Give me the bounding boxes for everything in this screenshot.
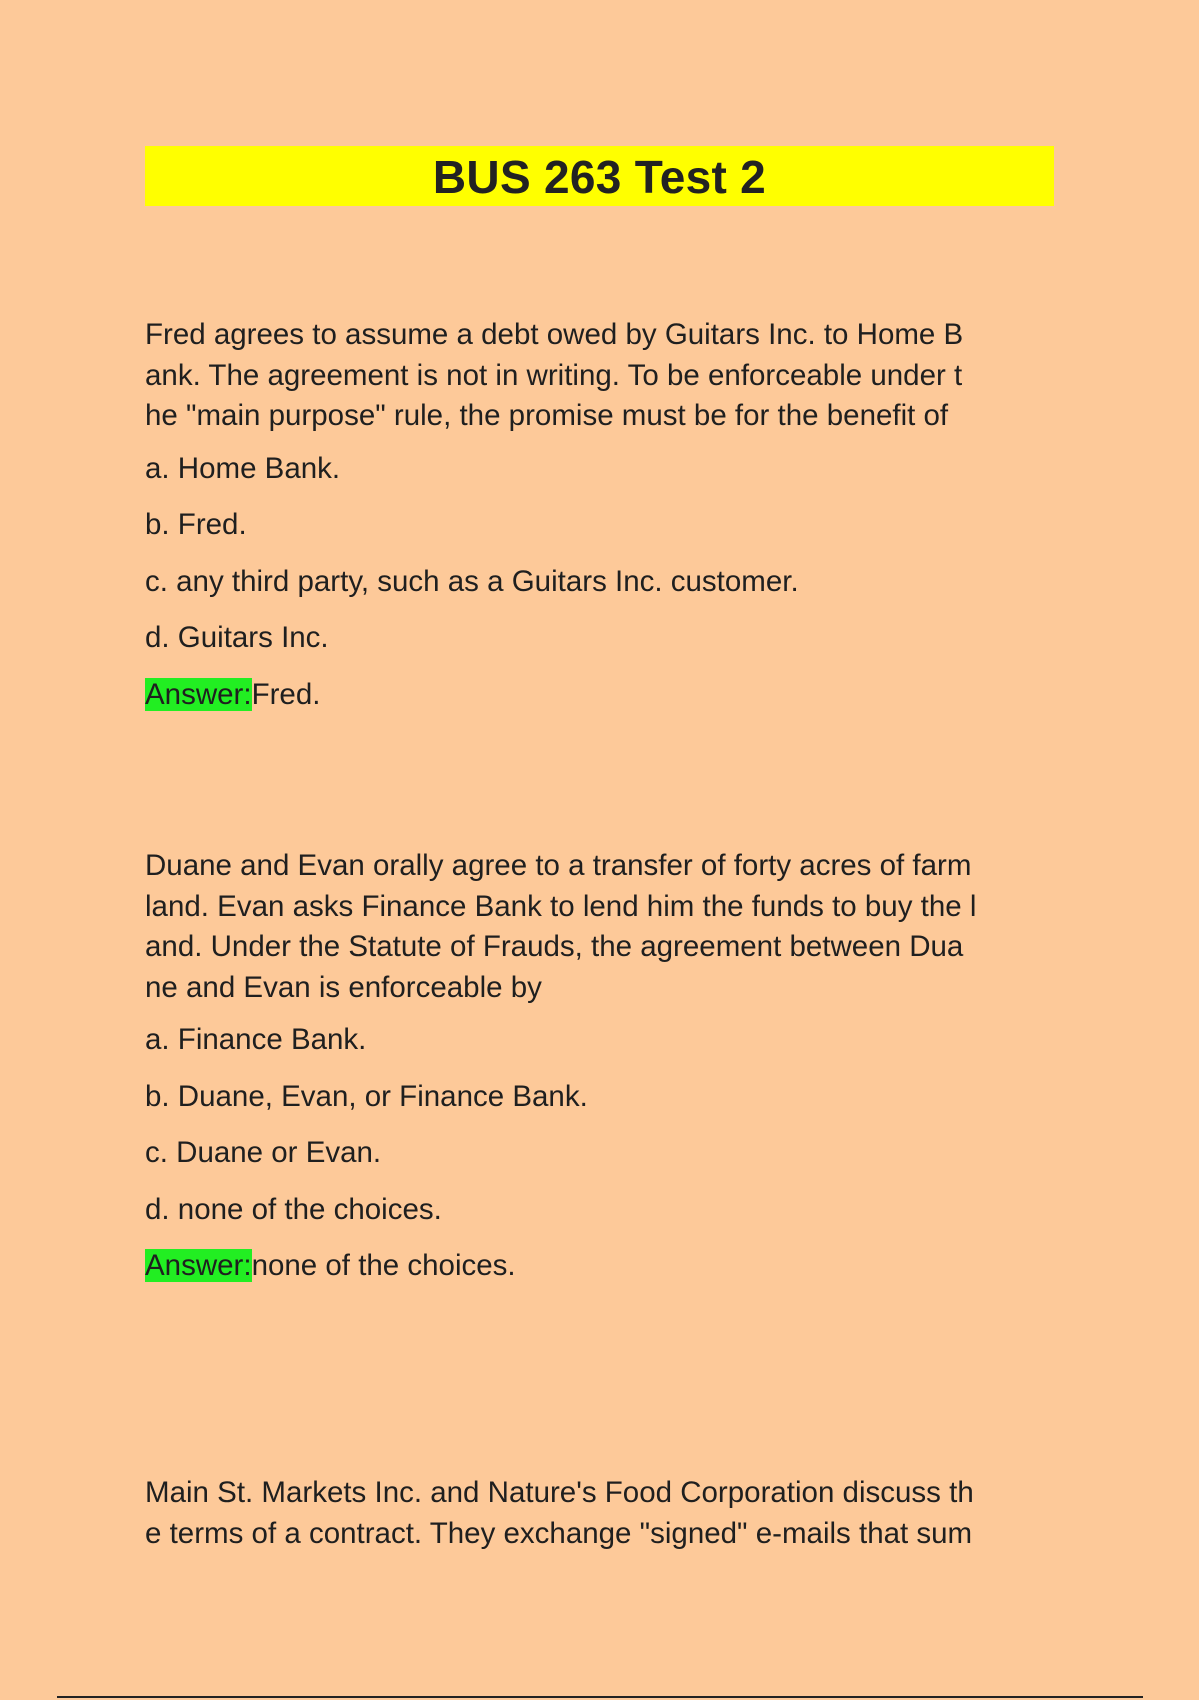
option-d: d. Guitars Inc. xyxy=(145,621,329,654)
answer-line xyxy=(145,675,1065,715)
answer-options xyxy=(145,449,1065,715)
question-3 xyxy=(145,1473,1065,1554)
question-stem: Duane and Evan orally agree to a transfer of forty acres of farm land. Evan asks Finance Bank to lend him the funds to buy the l and. Under the Statute of Frauds, the agreement between Dua ne and Evan is enforceable by xyxy=(145,849,977,1004)
option-a: a. Finance Bank. xyxy=(145,1023,367,1056)
question-2 xyxy=(145,846,1065,1286)
answer-label: Answer: xyxy=(145,1249,252,1282)
option-c: c. any third party, such as a Guitars Inc. customer. xyxy=(145,564,799,598)
option-b: b. Duane, Evan, or Finance Bank. xyxy=(145,1079,588,1113)
option-d: d. none of the choices. xyxy=(145,1192,442,1226)
question-stem: Fred agrees to assume a debt owed by Guitars Inc. to Home B ank. The agreement is not in writing. To be enforceable under t he "main purpose" rule, the promise must be for the benefit of xyxy=(145,318,964,432)
answer-label: Answer: xyxy=(145,677,252,711)
answer-options xyxy=(145,1020,1065,1286)
answer-line xyxy=(145,1246,1065,1286)
footer-rule xyxy=(57,1696,1143,1698)
option-b: b. Fred. xyxy=(145,508,247,541)
document-title: BUS 263 Test 2 xyxy=(432,151,767,203)
title-banner xyxy=(145,146,1054,206)
answer-text: Fred. xyxy=(251,677,321,711)
question-1 xyxy=(145,315,1065,715)
option-a: a. Home Bank. xyxy=(145,451,341,485)
answer-text: none of the choices. xyxy=(251,1249,516,1282)
question-stem: Main St. Markets Inc. and Nature's Food Corporation discuss th e terms of a contract. They exchange "signed" e-mails that sum xyxy=(145,1476,974,1550)
option-c: c. Duane or Evan. xyxy=(145,1136,382,1169)
